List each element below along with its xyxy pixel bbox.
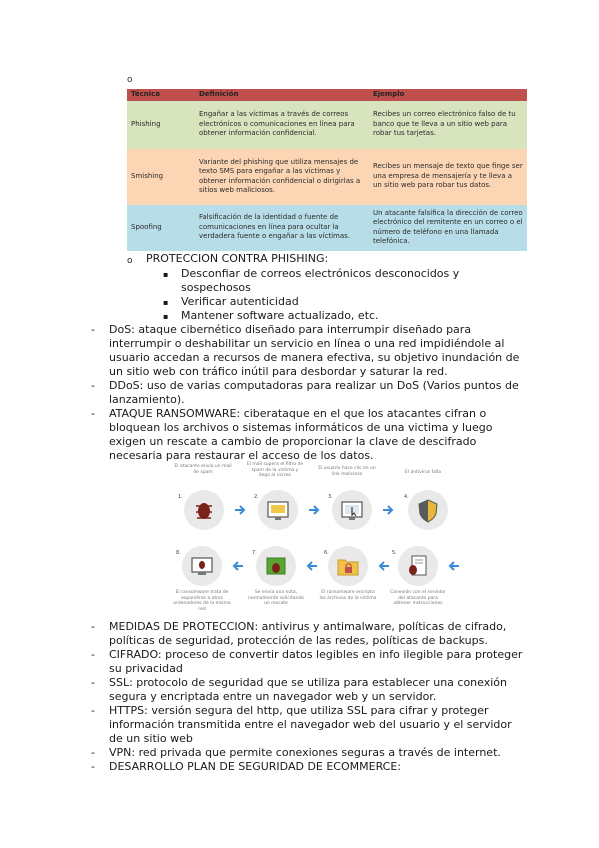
step-8-circle — [182, 546, 222, 586]
step-number: 3. — [328, 494, 333, 500]
step-number: 5. — [392, 550, 397, 556]
dash-bullet: - — [91, 648, 95, 661]
dash-bullet: - — [91, 676, 95, 689]
protection-bullet: o — [127, 256, 133, 266]
dash-bullet: - — [91, 379, 95, 392]
arrow-right-icon — [234, 504, 246, 516]
step-number: 8. — [176, 550, 181, 556]
protection-item: Mantener software actualizado, etc. — [181, 309, 379, 322]
dos-text: interrumpir o deshabilitar un servicio en línea o una red impidiéndole al — [109, 337, 505, 350]
step-4-circle — [408, 490, 448, 530]
ransomware-text: exigen un rescate a cambio de proporcionar la clave de descifrado — [109, 435, 477, 448]
square-bullet: ▪ — [163, 270, 169, 279]
row-definition: Falsificación de la identidad o fuente de comunicaciones en línea para ocultar la verdadera fuente o engañar a las víctimas. — [195, 205, 369, 251]
vpn-text: VPN: red privada que permite conexiones seguras a través de internet. — [109, 746, 501, 759]
infected-computer-icon — [182, 546, 222, 586]
step-3-circle — [332, 490, 372, 530]
row-definition: Engañar a las víctimas a través de correos electrónicos o comunicaciones en línea para obtener información confidencial. — [195, 101, 369, 149]
dash-bullet: - — [91, 746, 95, 759]
table-header-row — [127, 89, 527, 101]
step-1-circle — [184, 490, 224, 530]
table-row — [127, 205, 527, 251]
arrow-right-icon — [382, 504, 394, 516]
email-inbox-icon — [258, 490, 298, 530]
https-text: información transmitida entre el navegador web del usuario y el servidor — [109, 718, 512, 731]
ransomware-text: necesaria para restaurar el acceso de los datos. — [109, 449, 374, 462]
dos-text: usuario accedan a recursos de manera efectiva, su objetivo inundación de — [109, 351, 520, 364]
dos-text: DoS: ataque cibernético diseñado para interrumpir diseñado para — [109, 323, 472, 336]
dash-bullet: - — [91, 704, 95, 717]
dash-bullet: - — [91, 323, 95, 336]
phishing-techniques-table — [127, 89, 527, 251]
step-caption: Se envía una nota, normalmente solicitando un rescate — [247, 590, 305, 606]
dash-bullet: - — [91, 620, 95, 633]
ecommerce-plan-heading: DESARROLLO PLAN DE SEGURIDAD DE ECOMMERCE: — [109, 760, 402, 773]
https-text: HTTPS: versión segura del http, que utiliza SSL para cifrar y proteger — [109, 704, 489, 717]
antivirus-shield-icon — [408, 490, 448, 530]
protection-item: Desconfiar de correos electrónicos desconocidos y — [181, 267, 460, 280]
protection-item-cont: sospechosos — [181, 281, 251, 294]
row-technique: Phishing — [127, 101, 195, 149]
step-2-circle — [258, 490, 298, 530]
encrypted-folder-icon — [328, 546, 368, 586]
ddos-text: lanzamiento). — [109, 393, 185, 406]
row-example: Recibes un mensaje de texto que finge ser una empresa de mensajería y te lleva a un sitio web para robar tus datos. — [369, 149, 527, 205]
arrow-right-icon — [308, 504, 320, 516]
empty-list-bullet: o — [127, 75, 133, 85]
ransomware-attack-diagram — [172, 462, 464, 612]
encryption-text: su privacidad — [109, 662, 183, 675]
ddos-text: DDoS: uso de varias computadoras para realizar un DoS (Varios puntos de — [109, 379, 519, 392]
table-row — [127, 149, 527, 205]
step-number: 2. — [254, 494, 259, 500]
table-row — [127, 101, 527, 149]
protection-measures-text: MEDIDAS DE PROTECCION: antivirus y antimalware, políticas de cifrado, — [109, 620, 507, 633]
step-caption: Conexión con el servidor del atacante para obtener instrucciones — [390, 590, 446, 606]
arrow-left-icon — [232, 560, 244, 572]
step-number: 7. — [252, 550, 257, 556]
ssl-text: segura y encriptada entre un navegador web y un servidor. — [109, 690, 437, 703]
header-example: Ejemplo — [369, 89, 527, 101]
header-technique: Técnica — [127, 89, 195, 101]
dash-bullet: - — [91, 407, 95, 420]
step-caption: El mail supera el filtro de spam de la víctima y llega al correo — [246, 462, 304, 478]
row-example: Recibes un correo electrónico falso de tu banco que te lleva a un sitio web para robar tus tarjetas. — [369, 101, 527, 149]
malicious-link-icon — [332, 490, 372, 530]
step-caption: El usuario hace clic en un link malicioso — [318, 466, 376, 477]
arrow-left-icon — [306, 560, 318, 572]
header-definition: Definición — [195, 89, 369, 101]
step-caption: El antivirus falla — [404, 470, 442, 475]
ssl-text: SSL: protocolo de seguridad que se utiliza para establecer una conexión — [109, 676, 507, 689]
row-technique: Spoofing — [127, 205, 195, 251]
protection-item: Verificar autenticidad — [181, 295, 299, 308]
bug-icon — [184, 490, 224, 530]
step-number: 6. — [324, 550, 329, 556]
step-5-circle — [398, 546, 438, 586]
dos-text: un sitio web con tráfico inútil para desbordar y saturar la red. — [109, 365, 448, 378]
step-caption: El atacante envía un mail de spam — [174, 464, 232, 475]
ransomware-text: bloquean los archivos o sistemas informáticos de una victima y luego — [109, 421, 493, 434]
arrow-left-icon — [448, 560, 460, 572]
step-number: 4. — [404, 494, 409, 500]
dash-bullet: - — [91, 760, 95, 773]
step-caption: El ransomware encripta los archivos de la víctima — [319, 590, 377, 601]
protection-phishing-title: PROTECCION CONTRA PHISHING: — [146, 252, 329, 265]
step-7-circle — [256, 546, 296, 586]
protection-measures-text: políticas de seguridad, protección de las redes, políticas de backups. — [109, 634, 488, 647]
attacker-instructions-icon — [398, 546, 438, 586]
encryption-text: CIFRADO: proceso de convertir datos legibles en info ilegible para proteger — [109, 648, 523, 661]
step-6-circle — [328, 546, 368, 586]
square-bullet: ▪ — [163, 298, 169, 307]
step-caption: El ransomware trata de expandirse a otros ordenadores de la misma red — [173, 590, 231, 612]
step-number: 1. — [178, 494, 183, 500]
row-technique: Smishing — [127, 149, 195, 205]
row-example: Un atacante falsifica la dirección de correo electrónico del remitente en un correo o el número de teléfono en una llamada telefónica. — [369, 205, 527, 251]
https-text: de un sitio web — [109, 732, 193, 745]
arrow-left-icon — [378, 560, 390, 572]
row-definition: Variante del phishing que utiliza mensajes de texto SMS para engañar a las víctimas y obtener información confidencial o dirigirlas a sitios web maliciosos. — [195, 149, 369, 205]
square-bullet: ▪ — [163, 312, 169, 321]
ransomware-text: ATAQUE RANSOMWARE: ciberataque en el que los atacantes cifran o — [109, 407, 487, 420]
ransom-money-icon — [256, 546, 296, 586]
